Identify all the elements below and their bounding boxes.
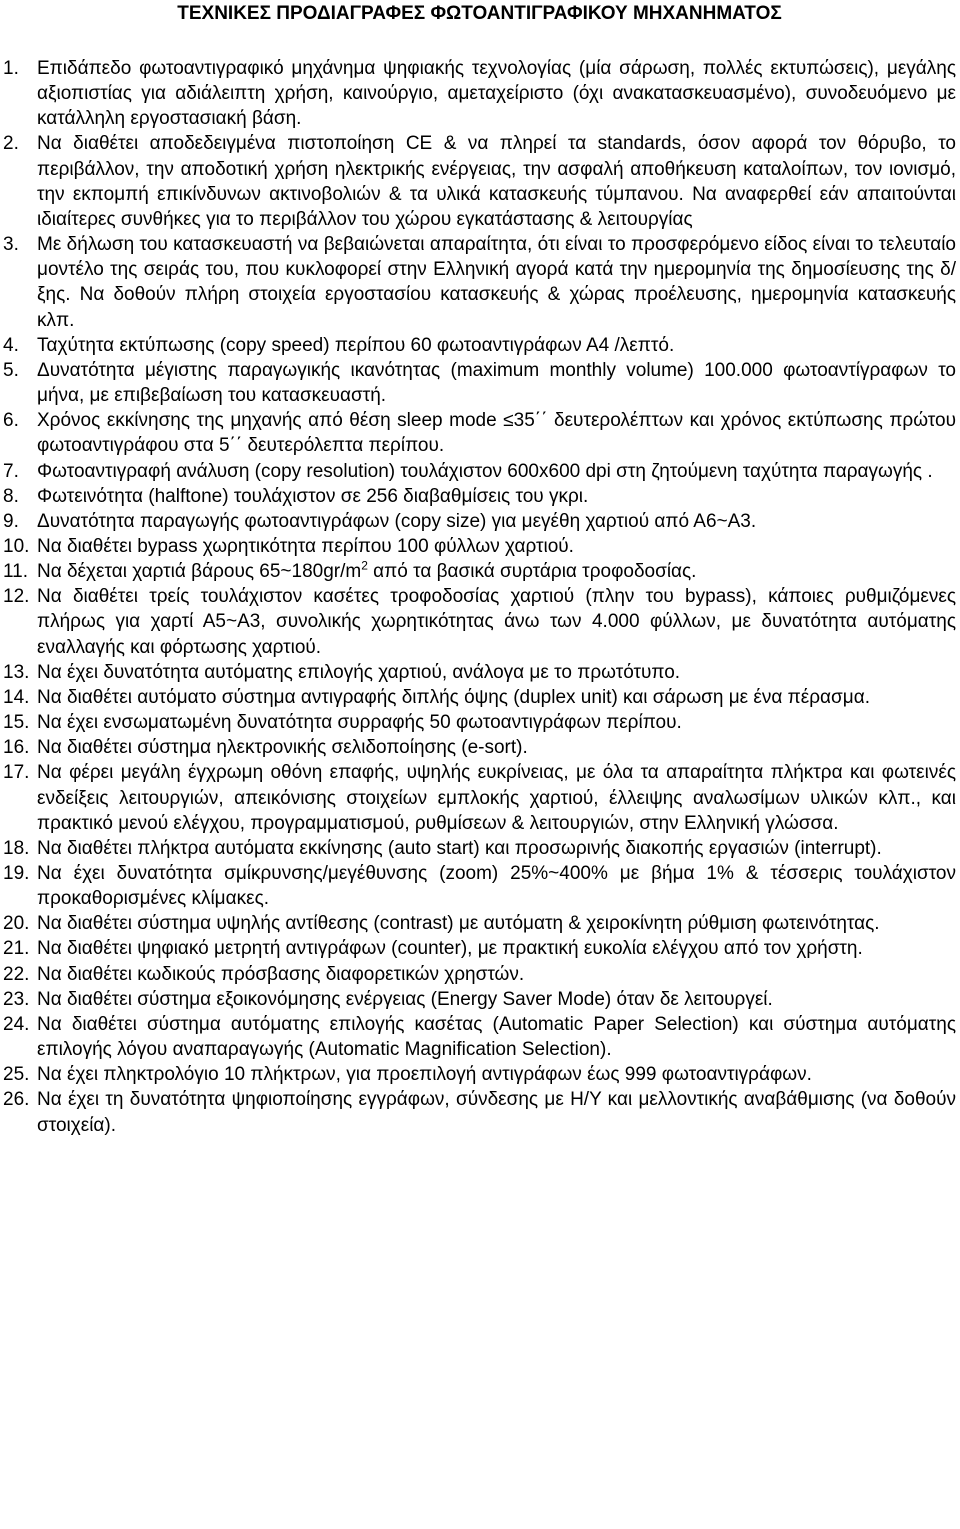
spec-item-text <box>37 962 956 987</box>
spec-item <box>3 459 956 484</box>
spec-item-text-main: Να δέχεται χαρτιά βάρους 65~180gr/m <box>37 561 362 583</box>
spec-item <box>3 962 956 987</box>
spec-item <box>3 584 956 659</box>
spec-item-text-main: Χρόνος εκκίνησης της μηχανής από θέση sleep mode ≤35΄΄ δευτερολέπτων και χρόνος εκτύπωσης πρώτου φωτοαντιγράφου στα 5΄΄ δευτερόλεπτα περίπου. <box>37 410 956 457</box>
spec-item <box>3 911 956 936</box>
spec-item-text <box>37 56 956 131</box>
specification-list <box>3 56 956 1138</box>
spec-item-text <box>37 559 956 584</box>
spec-item-text <box>37 1012 956 1062</box>
spec-item-text <box>37 131 956 232</box>
spec-item-text-main: Να έχει ενσωματωμένη δυνατότητα συρραφής 50 φωτοαντιγράφων περίπου. <box>37 712 682 734</box>
spec-item-text <box>37 911 956 936</box>
spec-item-text-main: Να διαθέτει τρείς τουλάχιστον κασέτες τροφοδοσίας χαρτιού (πλην του bypass), κάποιες ρυθμιζόμενες πλήρως για χαρτί Α5~Α3, συνολικής χωρητικότητας άνω των 4.000 φύλλων, με δυνατότητα αυτόματης εναλλαγής και φόρτωσης χαρτιού. <box>37 586 956 658</box>
spec-item-text-main: Με δήλωση του κατασκευαστή να βεβαιώνεται απαραίτητα, ότι είναι το προσφερόμενο είδος είναι το τελευταίο μοντέλο της σειράς του, που κυκλοφορεί στην Ελληνική αγορά κατά την ημερομηνία της δημοσίευσης της δ/ξης. Να δοθούν πλήρη στοιχεία εργοστασίου κατασκευής & χώρας προέλευσης, ημερομηνία κατασκευής κλπ. <box>37 234 956 331</box>
spec-item-number: 22. <box>3 963 30 985</box>
spec-item-number: 1. <box>3 58 19 79</box>
spec-item <box>3 735 956 760</box>
spec-item-text-main: Να διαθέτει πλήκτρα αυτόματα εκκίνησης (auto start) και προσωρινής διακοπής εργασιών (interrupt). <box>37 837 882 859</box>
spec-item-number: 13. <box>3 661 30 683</box>
spec-item-text-main: Να έχει τη δυνατότητα ψηφιοποίησης εγγράφων, σύνδεσης με Η/Υ και μελλοντικής αναβάθμισης (να δοθούν στοιχεία). <box>37 1089 956 1136</box>
spec-item <box>3 1012 956 1062</box>
spec-item <box>3 484 956 509</box>
spec-item-text <box>37 584 956 659</box>
spec-item-text <box>37 408 956 458</box>
spec-item-number: 18. <box>3 837 30 859</box>
spec-item-text <box>37 358 956 408</box>
spec-item-text <box>37 861 956 911</box>
spec-item <box>3 861 956 911</box>
spec-item-text-main: Φωτοαντιγραφή ανάλυση (copy resolution) τουλάχιστον 600x600 dpi στη ζητούμενη ταχύτητα παραγωγής . <box>37 460 933 482</box>
spec-item <box>3 836 956 861</box>
spec-item <box>3 534 956 559</box>
spec-item-text <box>37 484 956 509</box>
spec-item <box>3 760 956 835</box>
spec-item-text <box>37 333 956 358</box>
spec-item-text-main: Δυνατότητα μέγιστης παραγωγικής ικανότητας (maximum monthly volume) 100.000 φωτοαντίγραφων το μήνα, με επιβεβαίωση του κατασκευαστή. <box>37 359 956 407</box>
spec-item-text-main: Ταχύτητα εκτύπωσης (copy speed) περίπου 60 φωτοαντιγράφων Α4 /λεπτό. <box>37 334 675 356</box>
spec-item-text-main: Επιδάπεδο φωτοαντιγραφικό μηχάνημα ψηφιακής τεχνολογίας (μία σάρωση, πολλές εκτυπώσεις), μεγάλης αξιοπιστίας για αδιάλειπτη χρήση, καινούργιο, αμεταχείριστο (όχι ανακατασκευασμένο), συνοδευόμενο με κατάλληλη εργοστασιακή βάση. <box>37 58 956 130</box>
spec-item-text <box>37 1062 956 1087</box>
spec-item-text-main: Να διαθέτει αυτόματο σύστημα αντιγραφής διπλής όψης (duplex unit) και σάρωση με ένα πέρασμα. <box>37 686 870 708</box>
spec-item-text-main: Να διαθέτει ψηφιακό μετρητή αντιγράφων (counter), με πρακτική ευκολία ελέγχου από τον χρήστη. <box>37 938 863 960</box>
spec-item-number: 25. <box>3 1064 30 1086</box>
spec-item-text-main: Να διαθέτει σύστημα ηλεκτρονικής σελιδοποίησης (e-sort). <box>37 737 528 759</box>
spec-item-text-main: Να έχει δυνατότητα αυτόματης επιλογής χαρτιού, ανάλογα με το πρωτότυπο. <box>37 661 681 683</box>
spec-item <box>3 1062 956 1087</box>
spec-item-text-main: Να φέρει μεγάλη έγχρωμη οθόνη επαφής, υψηλής ευκρίνειας, με όλα τα απαραίτητα πλήκτρα και φωτεινές ενδείξεις λειτουργιών, απεικόνισης στοιχείων εμπλοκής χαρτιού, έλλειψης αναλωσίμων υλικών κλπ., και πρακτικό μενού ελέγχου, προγραμματισμού, ρυθμίσεων & λειτουργιών, στην Ελληνική γλώσσα. <box>37 762 956 834</box>
spec-item-text-main: Φωτεινότητα (halftone) τουλάχιστον σε 256 διαβαθμίσεις του γκρι. <box>37 485 589 507</box>
spec-item <box>3 559 956 584</box>
spec-item-text-main: Να έχει πληκτρολόγιο 10 πλήκτρων, για προεπιλογή αντιγράφων έως 999 φωτοαντιγράφων. <box>37 1064 812 1086</box>
spec-item-number: 11. <box>3 561 29 583</box>
spec-item-text <box>37 936 956 961</box>
spec-item-text <box>37 534 956 559</box>
spec-item <box>3 408 956 458</box>
spec-item-number: 20. <box>3 913 30 935</box>
spec-item-text-continued: από τα βασικά συρτάρια τροφοδοσίας. <box>367 561 697 583</box>
document-title: ΤΕΧΝΙΚΕΣ ΠΡΟΔΙΑΓΡΑΦΕΣ ΦΩΤΟΑΝΤΙΓΡΑΦΙΚΟΥ ΜΗΧΑΝΗΜΑΤΟΣ <box>177 3 782 24</box>
spec-item-number: 2. <box>3 133 19 155</box>
spec-item-number: 8. <box>3 485 19 507</box>
spec-item <box>3 660 956 685</box>
spec-item <box>3 710 956 735</box>
spec-item-number: 21. <box>3 938 30 960</box>
spec-item <box>3 131 956 232</box>
spec-item-text <box>37 987 956 1012</box>
spec-item-text <box>37 459 956 484</box>
spec-item <box>3 685 956 710</box>
spec-item-text-main: Δυνατότητα παραγωγής φωτοαντιγράφων (copy size) για μεγέθη χαρτιού από Α6~Α3. <box>37 510 757 532</box>
spec-item-number: 10. <box>3 535 30 557</box>
spec-item-number: 23. <box>3 988 30 1010</box>
spec-item-number: 3. <box>3 234 19 256</box>
spec-item-text-main: Να διαθέτει bypass χωρητικότητα περίπου 100 φύλλων χαρτιού. <box>37 535 574 557</box>
spec-item <box>3 232 956 333</box>
spec-item-number: 16. <box>3 737 30 759</box>
spec-item-text-main: Να διαθέτει κωδικούς πρόσβασης διαφορετικών χρηστών. <box>37 963 525 985</box>
spec-item-text <box>37 660 956 685</box>
spec-item-number: 6. <box>3 410 19 432</box>
spec-item-number: 15. <box>3 712 30 734</box>
spec-item-number: 26. <box>3 1089 30 1111</box>
spec-item-text <box>37 836 956 861</box>
spec-item <box>3 358 956 408</box>
spec-item-text <box>37 760 956 835</box>
spec-item-number: 24. <box>3 1013 30 1035</box>
spec-item-text <box>37 735 956 760</box>
spec-item-number: 9. <box>3 510 19 532</box>
spec-item-text <box>37 1087 956 1137</box>
spec-item <box>3 333 956 358</box>
spec-item <box>3 987 956 1012</box>
spec-item <box>3 56 956 131</box>
spec-item-text-main: Να έχει δυνατότητα σμίκρυνσης/μεγέθυνσης (zoom) 25%~400% με βήμα 1% & τέσσερις τουλάχιστον προκαθορισμένες κλίμακες. <box>37 863 956 910</box>
spec-item-text-main: Να διαθέτει αποδεδειγμένα πιστοποίηση CE & να πληρεί τα standards, όσον αφορά τον θόρυβο, το περιβάλλον, την αποδοτική χρήση ηλεκτρικής ενέργειας, την ασφαλή αποθήκευση καταλοίπων, τον ιονισμό, την εκπομπή επικίνδυνων ακτινοβολιών & τα υλικά κατασκευής τύμπανου. Να αναφερθεί εάν απαιτούνται ιδιαίτερες συνθήκες για το περιβάλλον του χώρου εγκατάστασης & λειτουργίας <box>37 133 956 230</box>
spec-item-text-main: Να διαθέτει σύστημα υψηλής αντίθεσης (contrast) με αυτόματη & χειροκίνητη ρύθμιση φωτεινότητας. <box>37 913 880 935</box>
spec-item-superscript: 2 <box>361 558 368 573</box>
spec-item-text <box>37 509 956 534</box>
spec-item <box>3 936 956 961</box>
spec-item-number: 4. <box>3 334 19 356</box>
spec-item <box>3 1087 956 1137</box>
spec-item-text <box>37 232 956 333</box>
spec-item <box>3 509 956 534</box>
spec-item-text <box>37 685 956 710</box>
spec-item-number: 17. <box>3 762 30 784</box>
spec-item-number: 12. <box>3 586 30 608</box>
spec-item-text-main: Να διαθέτει σύστημα αυτόματης επιλογής κασέτας (Automatic Paper Selection) και σύστημα αυτόματης επιλογής λόγου αναπαραγωγής (Automatic Magnification Selection). <box>37 1013 956 1061</box>
spec-item-text <box>37 710 956 735</box>
spec-item-number: 5. <box>3 359 19 381</box>
spec-item-number: 14. <box>3 686 30 708</box>
spec-item-text-main: Να διαθέτει σύστημα εξοικονόμησης ενέργειας (Energy Saver Mode) όταν δε λειτουργεί. <box>37 988 773 1010</box>
spec-item-number: 19. <box>3 863 30 884</box>
spec-item-number: 7. <box>3 460 19 482</box>
